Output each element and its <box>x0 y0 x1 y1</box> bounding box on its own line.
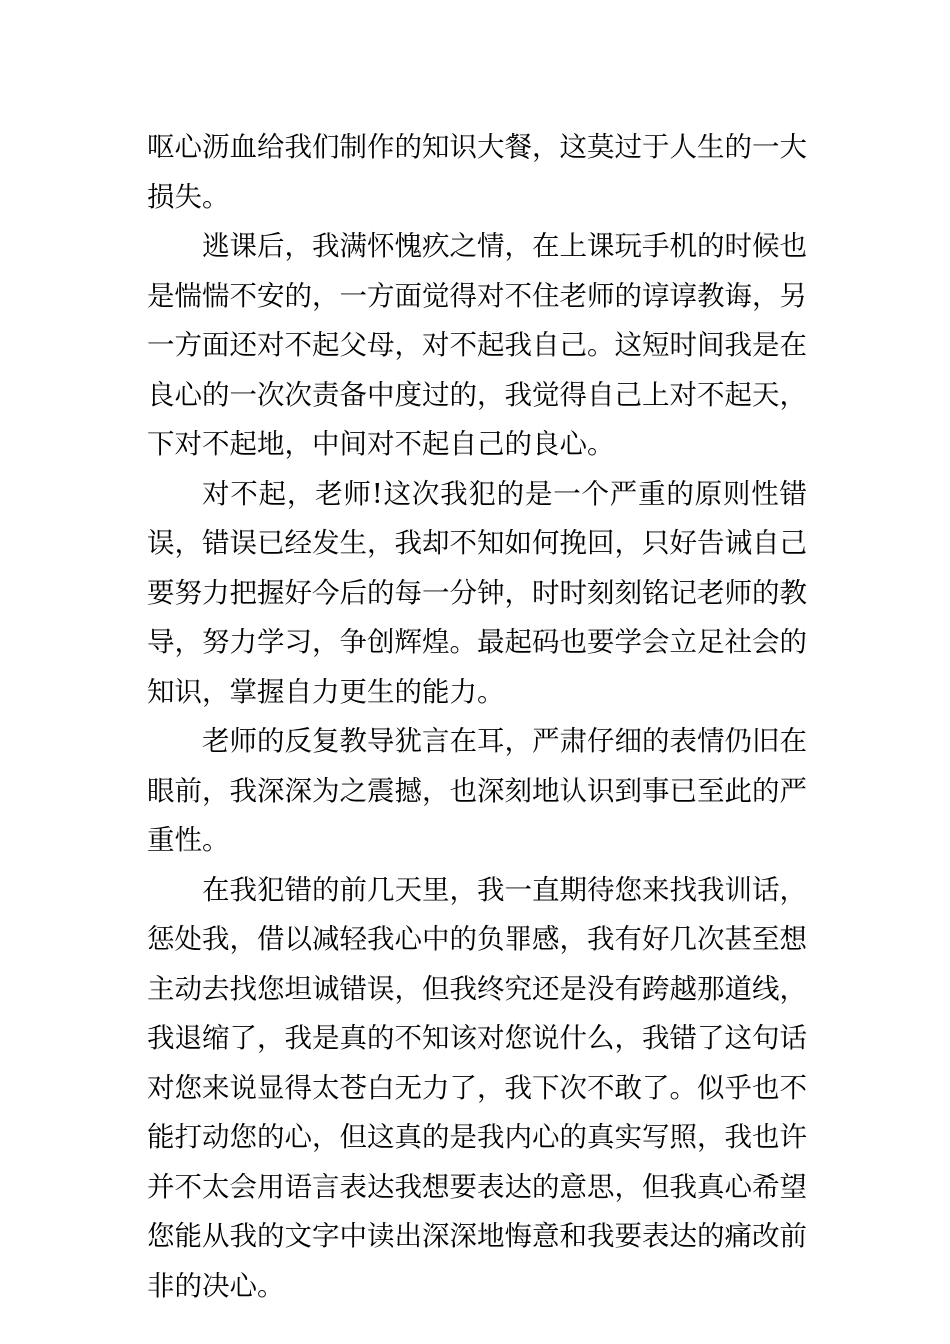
document-body <box>147 123 807 1311</box>
paragraph-continuation: 呕心沥血给我们制作的知识大餐，这莫过于人生的一大损失。 <box>147 131 807 213</box>
paragraph-skipping-class: 逃课后，我满怀愧疚之情，在上课玩手机的时候也是惴惴不安的，一方面觉得对不住老师的谆谆教诲，另一方面还对不起父母，对不起我自己。这短时间我是在良心的一次次责备中度过的，我觉得自己上对不起天，下对不起地，中间对不起自己的良心。 <box>147 230 807 460</box>
paragraph-regret: 在我犯错的前几天里，我一直期待您来找我训话，惩处我，借以减轻我心中的负罪感，我有好几次甚至想主动去找您坦诚错误，但我终究还是没有跨越那道线，我退缩了，我是真的不知该对您说什么，我错了这句话对您来说显得太苍白无力了，我下次不敢了。似乎也不能打动您的心，但这真的是我内心的真实写照，我也许并不太会用语言表达我想要表达的意思，但我真心希望您能从我的文字中读出深深地悔意和我要表达的痛改前非的决心。 <box>147 873 807 1302</box>
paragraph-teacher-guidance: 老师的反复教导犹言在耳，严肃仔细的表情仍旧在眼前，我深深为之震撼，也深刻地认识到事已至此的严重性。 <box>147 725 807 856</box>
paragraph-apology: 对不起，老师!这次我犯的是一个严重的原则性错误，错误已经发生，我却不知如何挽回，只好告诫自己要努力把握好今后的每一分钟，时时刻刻铭记老师的教导，努力学习，争创辉煌。最起码也要学会立足社会的知识，掌握自力更生的能力。 <box>147 477 807 708</box>
